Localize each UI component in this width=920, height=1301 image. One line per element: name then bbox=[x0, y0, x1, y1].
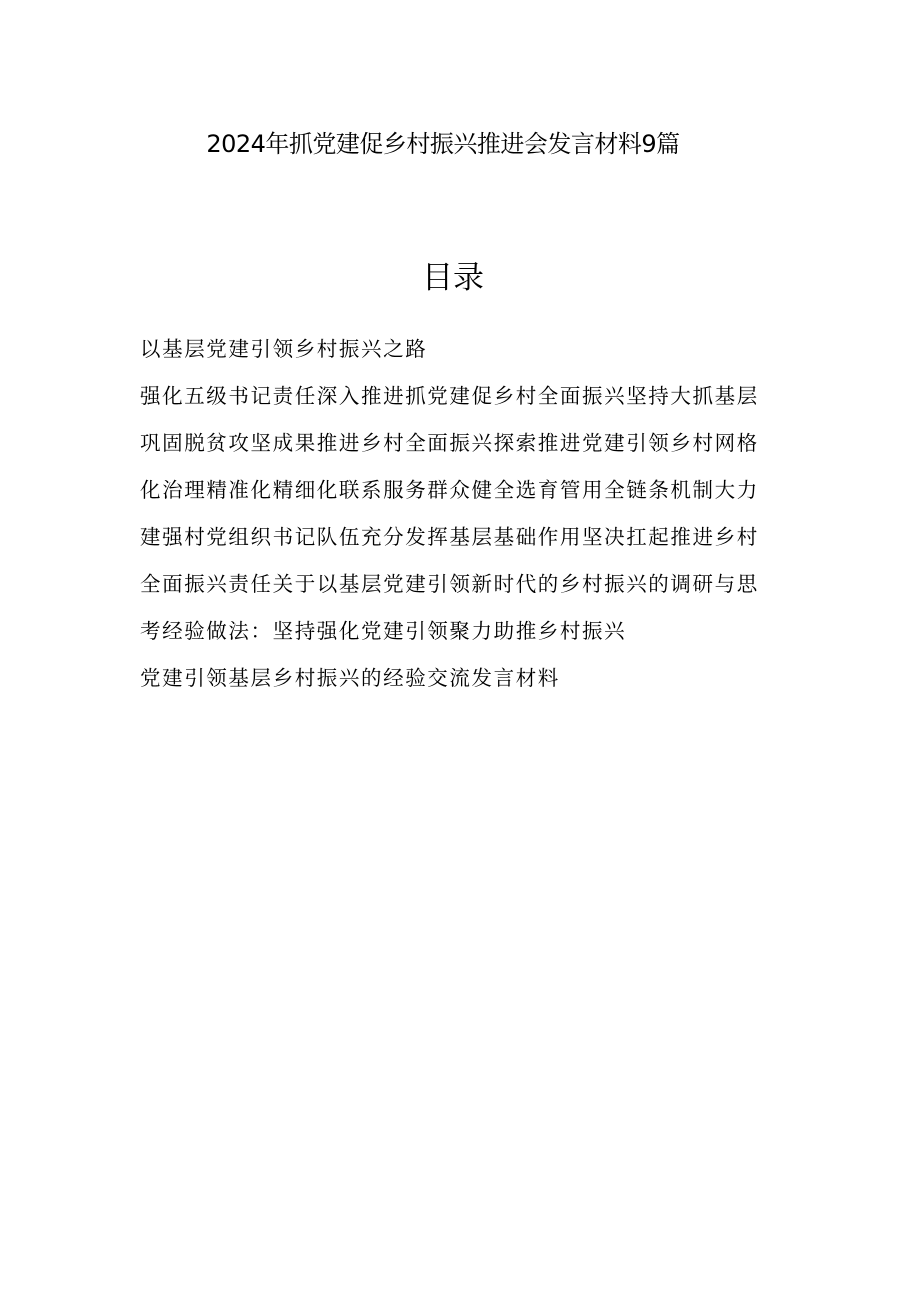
toc-item: 经验做法：坚持强化党建引领聚力助推乡村振兴 bbox=[162, 619, 627, 643]
toc-item: 以基层党建引领乡村振兴之路 bbox=[140, 337, 428, 361]
toc-item: 充分发挥基层基础作用坚决扛起推进乡村全面振兴责任 bbox=[140, 525, 759, 596]
toc-item: 健全选育管用全链条机制大力建强村党组织书记队伍 bbox=[140, 478, 759, 549]
document-title: 2024年抓党建促乡村振兴推进会发言材料9篇 bbox=[206, 130, 680, 158]
table-of-contents bbox=[140, 326, 770, 702]
toc-item: 党建引领基层乡村振兴的经验交流发言材料 bbox=[140, 666, 560, 690]
toc-item: 关于以基层党建引领新时代的乡村振兴的调研与思考 bbox=[140, 572, 759, 643]
toc-heading: 目录 bbox=[422, 260, 484, 296]
toc-item: 坚持大抓基层巩固脱贫攻坚成果推进乡村全面振兴 bbox=[140, 384, 759, 455]
toc-item: 探索推进党建引领乡村网格化治理 bbox=[140, 431, 759, 502]
toc-item: 精准化精细化联系服务群众 bbox=[206, 478, 472, 502]
toc-item-run bbox=[140, 373, 770, 655]
toc-item: 强化五级书记责任深入推进抓党建促乡村全面振兴 bbox=[140, 384, 627, 408]
